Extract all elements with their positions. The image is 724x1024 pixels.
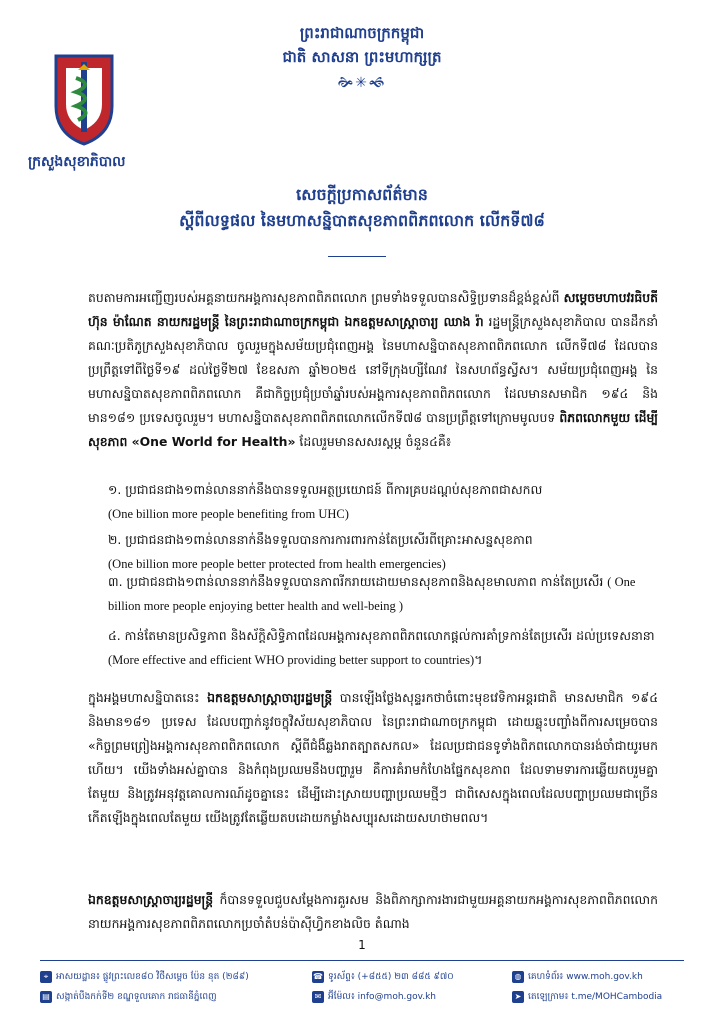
speech-minister: ឯកឧត្តមសាស្ត្រាចារ្យរដ្ឋមន្ត្រី <box>207 690 333 705</box>
ministry-name: ក្រសួងសុខាភិបាល <box>28 154 126 170</box>
intro-text: តបតាមការអញ្ជើញរបស់អគ្គនាយកអង្គការសុខភាពពិភពលោក ព្រមទាំងទទួលបានសិទ្ធិប្រទានដ៏ខ្ពង់ខ្ពស់ពី <box>88 290 564 305</box>
telegram-icon: ➤ <box>512 991 524 1003</box>
footer <box>40 960 684 1015</box>
page-number: 1 <box>358 938 366 952</box>
pillar-item-3-english: ( One billion more people enjoying better health and well-being ) <box>108 575 636 613</box>
paragraph-speech <box>88 686 658 884</box>
nation-motto: ជាតិ សាសនា ព្រះមហាក្សត្រ <box>282 48 442 66</box>
ministry-logo-icon <box>48 48 120 148</box>
pillar-item-2-english: (One billion more people better protected from health emergencies) <box>108 557 446 571</box>
footer-website[interactable]: គេហទំព័រ៖ www.moh.gov.kh <box>528 971 643 982</box>
kingdom-heading: ព្រះរាជាណាចក្រកម្ពុជា <box>299 24 425 42</box>
meetings-body: ក៏បានទទួលជួបសម្តែងការគួរសម និងពិភាក្សាការងារជាមួយអគ្គនាយកអង្គការសុខភាពពិភពលោក នាយកអង្គការសុខភាពពិភពលោកប្រចាំតំបន់ប៉ាស៊ីហ្វិកខាងលិច តំណាង <box>88 892 658 931</box>
intro-pillars-lead: ដែលរួមមានសសរស្តម្ភ ចំនួន៤គឺ៖ <box>295 434 452 449</box>
speech-body: បានឡើងថ្លែងសុន្ទរកថាចំពោះមុខវេទិកាអន្តរជាតិ មានសមាជិក ១៩៤ និងមាន១៨១ ប្រទេស ដែលបញ្ជាក់នូវចក្ខុវិស័យសុខាភិបាល នៃព្រះរាជាណាចក្រកម្ពុជា ដោយឆ្លុះបញ្ចាំងពីការសម្រេចបាន «កិច្ចព្រមព្រៀងអង្គការសុខភាពពិភពលោក ស្តីពីជំងឺឆ្លងរាតត្បាតសកល» ដែលប្រជាជនទូទាំងពិភពលោកបានរង់ចាំជាយូរមកហើយ។ យើងទាំងអស់គ្នាបាន និងកំពុងប្រឈមនឹងបញ្ហារួម គឺការគំរាមកំហែងផ្នែកសុខភាព ដែលទាមទារការឆ្លើយតបរួមគ្នាតែមួយ និងត្រូវអនុវត្តគោលការណ៍ដូចគ្នានេះ ដើម្បីដោះស្រាយបញ្ហាប្រឈមថ្មីៗ ជាពិសេសក្នុងពេលដែលបញ្ហាប្រឈមជាច្រើនកើតឡើងក្នុងពេលតែមួយ យើងត្រូវតែឆ្លើយតបដោយកម្លាំងសប្បុរសដោយសហថាមពល។ <box>88 690 658 825</box>
footer-phone-row <box>312 967 454 987</box>
phone-icon: ☎ <box>313 972 323 981</box>
intro-theme: ពិភពលោកមួយ ដើម្បីសុខភាព «One World for Health» <box>88 410 658 449</box>
title-divider <box>328 256 386 257</box>
intro-dignitaries: សម្តេចមហាបវរធិបតី ហ៊ុន ម៉ាណែត នាយករដ្ឋមន្ត្រី នៃព្រះរាជាណាចក្រកម្ពុជា ឯកឧត្តមសាស្ត្រាចារ្យ ឈាង រ៉ា <box>88 290 658 329</box>
footer-address2: សង្កាត់បឹងកក់ទី២ ខណ្ឌទួលគោក រាជធានីភ្នំពេញ <box>56 991 217 1002</box>
footer-address1: អាសយដ្ឋាន៖ ផ្លូវព្រះលេខ៨០ វិថីសម្តេច ប៉ែន នុត (២៨៩) <box>56 971 249 982</box>
footer-web-row <box>512 967 662 987</box>
meetings-minister: ឯកឧត្តមសាស្ត្រាចារ្យរដ្ឋមន្ត្រី <box>88 892 214 907</box>
ornament-divider: 🙞✳🙜 <box>337 75 387 91</box>
speech-lead: ក្នុងអង្គមហាសន្និបាតនេះ <box>88 690 208 705</box>
location-pin-icon: ⌖ <box>40 971 52 983</box>
pillar-item-3-text: ៣. ប្រជាជនជាង១ពាន់លាននាក់នឹងទទួលបានភាពរីករាយដោយមានសុខភាពនិងសុខមាលភាព កាន់តែប្រសើរ <box>108 574 604 589</box>
footer-email[interactable]: អ៊ីម៉ែល៖ info@moh.gov.kh <box>328 991 437 1002</box>
pillar-item-4-text: ៤. កាន់តែមានប្រសិទ្ធភាព និងស័ក្តិសិទ្ធិភាពដែលអង្គការសុខភាពពិភពលោកផ្តល់ការគាំទ្រកាន់តែប្រសើរ ដល់ប្រទេសនានា <box>108 628 655 643</box>
footer-web-col <box>512 967 662 1007</box>
intro-body: រដ្ឋមន្ត្រីក្រសួងសុខាភិបាល បានដឹកនាំគណៈប្រតិភូក្រសួងសុខាភិបាល ចូលរួមក្នុងសម័យប្រជុំពេញអង្គ នៃមហាសន្និបាតសុខភាពពិភពលោក លើកទី៧៨ ដែលបានប្រព្រឹត្តទៅពីថ្ងៃទី១៩ ដល់ថ្ងៃទី២៧ ខែឧសភា ឆ្នាំ២០២៥ នៅទីក្រុងហ្សឺណែវ នៃសហព័ន្ធស្វីស។ សម័យប្រជុំពេញអង្គ នៃមហាសន្និបាតសុខភាពពិភពលោក គឺជាកិច្ចប្រជុំប្រចាំឆ្នាំរបស់អង្គការសុខភាពពិភពលោក ដែលមានសមាជិក ១៩៤ និងមាន១៨១ ប្រទេសចូលរួម។ មហាសន្និបាតសុខភាពពិភពលោកលើកទី៧៨ បានប្រព្រឹត្តទៅក្រោមមូលបទ <box>88 314 659 425</box>
pillar-item-4-english: (More effective and efficient WHO providing better support to countries)។ <box>108 653 483 667</box>
footer-telegram-row <box>512 987 662 1007</box>
map-icon: ▤ <box>40 991 52 1003</box>
pillar-item-1-english: (One billion more people benefiting from UHC) <box>108 507 349 521</box>
footer-address-col <box>40 967 249 1007</box>
pillar-item-2: ២. ប្រជាជនជាង១ពាន់លាននាក់នឹងទទួលបានការការពារកាន់តែប្រសើរពីគ្រោះអាសន្នសុខភាព <box>108 532 533 547</box>
document-title: សេចក្តីប្រកាសព័ត៌មាន <box>296 185 428 204</box>
footer-phone[interactable]: ទូរស័ព្ទ៖ (+៨៥៥) ២៣ ៨៨៥ ៩៧០ <box>328 971 454 982</box>
footer-address-line1 <box>40 967 249 987</box>
footer-telegram[interactable]: តេឡេក្រាម៖ t.me/MOHCambodia <box>528 991 663 1002</box>
globe-icon: ◍ <box>512 971 524 983</box>
footer-email-row <box>312 987 454 1007</box>
paragraph-meetings <box>88 888 658 936</box>
document-subtitle: ស្តីពីលទ្ធផល នៃមហាសន្និបាតសុខភាពពិភពលោក លើកទី៧៨ <box>179 211 545 230</box>
pillar-item-1: ១. ប្រជាជនជាង១ពាន់លាននាក់នឹងបានទទួលអត្ថប្រយោជន៍ ពីការគ្របដណ្តប់សុខភាពជាសកល <box>108 482 543 497</box>
footer-contact-col <box>312 967 454 1007</box>
email-icon: ✉ <box>312 991 324 1003</box>
footer-address-line2 <box>40 987 249 1007</box>
paragraph-intro <box>88 286 658 496</box>
pillar-item-3 <box>108 570 660 620</box>
pillar-item-4 <box>108 624 660 674</box>
